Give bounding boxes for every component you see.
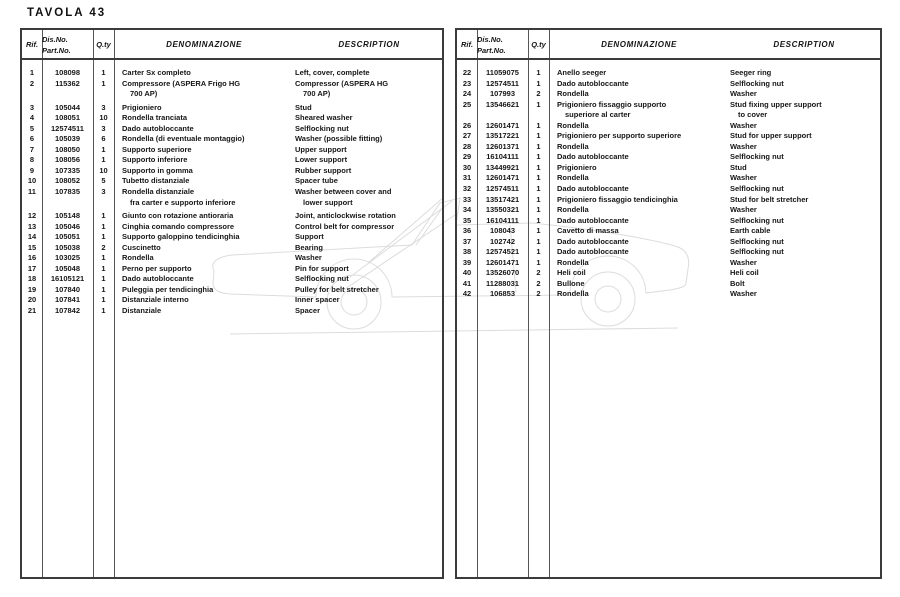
table-body — [22, 60, 442, 317]
cell-denominazione: Perno per supporto — [122, 263, 192, 273]
cell-description: Selflocking nut — [730, 236, 784, 246]
header-dis-part-no — [42, 34, 93, 55]
cell-description: 700 AP) — [303, 89, 331, 99]
table-row — [22, 253, 442, 264]
cell-denominazione: Carter Sx completo — [122, 68, 191, 77]
cell-denominazione: Anello seeger — [557, 68, 607, 77]
cell-rif: 35 — [462, 215, 472, 225]
cell-qty: 1 — [536, 226, 541, 236]
cell-rif: 14 — [27, 232, 37, 242]
cell-denominazione: Cinghia comando compressore — [122, 221, 235, 231]
cell-rif — [22, 89, 42, 100]
cell-part-no: 103025 — [54, 253, 81, 263]
cell-rif: 19 — [27, 284, 37, 294]
cell-description: Control belt for compressor — [295, 221, 395, 231]
cell-description: Selflocking nut — [295, 123, 349, 133]
cell-part-no — [42, 198, 93, 209]
cell-rif: 36 — [462, 226, 472, 236]
table-row — [457, 131, 880, 142]
header-dis-no: Dis.No. — [477, 35, 503, 44]
cell-denominazione: Bullone — [557, 278, 585, 288]
cell-part-no: 105048 — [54, 263, 81, 273]
cell-denominazione: Supporto in gomma — [122, 165, 193, 175]
table-row — [22, 211, 442, 222]
cell-part-no: 13517421 — [485, 194, 520, 204]
cell-part-no: 105038 — [54, 242, 81, 252]
cell-qty: 1 — [536, 131, 541, 141]
cell-qty: 1 — [536, 68, 541, 77]
cell-denominazione: Distanziale interno — [122, 295, 189, 305]
cell-part-no: 13546621 — [485, 99, 520, 109]
cell-part-no: 107842 — [54, 306, 81, 316]
cell-rif: 37 — [462, 236, 472, 246]
cell-qty: 1 — [536, 99, 541, 109]
table-row — [22, 274, 442, 285]
cell-denominazione: Rondella tranciata — [122, 113, 188, 123]
cell-part-no: 16104111 — [486, 215, 519, 225]
table-body — [457, 60, 880, 300]
cell-rif: 6 — [29, 134, 35, 144]
cell-rif: 30 — [462, 162, 472, 172]
cell-rif: 12 — [27, 211, 37, 221]
header-denominazione: DENOMINAZIONE — [601, 40, 677, 49]
cell-description: Stud — [295, 102, 312, 112]
cell-rif: 18 — [27, 274, 37, 284]
cell-description: Heli coil — [730, 268, 759, 278]
cell-qty: 3 — [101, 102, 106, 112]
cell-rif: 39 — [462, 257, 472, 267]
table-row — [22, 243, 442, 254]
cell-rif: 41 — [462, 278, 472, 288]
cell-description: Selflocking nut — [730, 184, 784, 194]
header-dis-no: Dis.No. — [42, 35, 68, 44]
cell-rif: 34 — [462, 205, 472, 215]
cell-description: Compressor (ASPERA HG — [295, 78, 389, 88]
cell-rif: 31 — [462, 173, 472, 183]
table-row — [22, 79, 442, 100]
table-row — [22, 68, 442, 79]
cell-qty: 1 — [536, 257, 541, 267]
cell-denominazione: superiore al carter — [565, 110, 631, 120]
cell-part-no: 16105121 — [50, 274, 85, 284]
cell-description: Selflocking nut — [295, 274, 349, 284]
cell-description: Washer — [730, 289, 757, 299]
cell-part-no: 107993 — [489, 89, 516, 99]
cell-description: Upper support — [295, 144, 347, 154]
cell-part-no: 12574511 — [51, 123, 84, 133]
cell-qty: 1 — [101, 253, 106, 263]
cell-part-no: 108098 — [54, 68, 81, 77]
cell-qty: 1 — [101, 274, 106, 284]
cell-denominazione: Cuscinetto — [122, 242, 161, 252]
cell-qty: 3 — [101, 187, 106, 197]
cell-description: Support — [295, 232, 324, 242]
cell-denominazione: Rondella — [557, 120, 589, 130]
cell-rif: 25 — [462, 99, 472, 109]
header-part-no: Part.No. — [477, 46, 506, 55]
header-denominazione: DENOMINAZIONE — [166, 40, 242, 49]
cell-qty: 1 — [101, 232, 106, 242]
cell-qty: 1 — [536, 205, 541, 215]
cell-denominazione: Rondella distanziale — [122, 187, 195, 197]
cell-description: Selflocking nut — [730, 247, 784, 257]
cell-denominazione: Rondella — [557, 289, 589, 299]
cell-part-no: 11059075 — [486, 68, 519, 77]
cell-description: Washer — [730, 205, 757, 215]
cell-denominazione: Heli coil — [557, 268, 586, 278]
cell-qty: 2 — [101, 242, 106, 252]
cell-qty: 3 — [101, 123, 106, 133]
cell-part-no — [477, 110, 528, 121]
cell-denominazione: Dado autobloccante — [557, 236, 629, 246]
cell-description: Stud — [730, 162, 747, 172]
cell-qty: 1 — [536, 184, 541, 194]
cell-denominazione: Rondella — [557, 173, 589, 183]
table-row — [457, 247, 880, 258]
parts-table-left — [20, 28, 444, 579]
table-row — [457, 226, 880, 237]
cell-description: Washer between cover and — [295, 187, 392, 197]
table-row — [457, 100, 880, 121]
table-row — [22, 176, 442, 187]
cell-rif: 15 — [27, 242, 37, 252]
cell-description: Spacer tube — [295, 176, 338, 186]
cell-rif: 32 — [462, 184, 472, 194]
cell-denominazione: Prigioniero fissaggio supporto — [557, 99, 667, 109]
cell-rif: 21 — [27, 306, 37, 316]
cell-rif: 3 — [29, 102, 35, 112]
cell-rif: 7 — [29, 144, 35, 154]
cell-description: Lower support — [295, 155, 348, 165]
table-row — [457, 184, 880, 195]
parts-table-right — [455, 28, 882, 579]
cell-qty: 1 — [101, 78, 106, 88]
cell-part-no: 13526070 — [485, 268, 520, 278]
cell-qty: 1 — [536, 78, 541, 88]
table-row — [22, 113, 442, 124]
table-row — [22, 285, 442, 296]
cell-part-no: 12574521 — [485, 247, 520, 257]
cell-denominazione: Dado autobloccante — [557, 184, 629, 194]
table-row — [22, 103, 442, 114]
table-row — [22, 295, 442, 306]
header-qty: Q.ty — [531, 40, 546, 49]
cell-denominazione: Prigioniero — [557, 162, 597, 172]
cell-description: Spacer — [295, 306, 321, 316]
cell-denominazione: Distanziale — [122, 306, 162, 316]
cell-description: Pulley for belt stretcher — [295, 284, 379, 294]
cell-description: Selflocking nut — [730, 215, 784, 225]
cell-description: Bearing — [295, 242, 323, 252]
cell-qty: 1 — [536, 215, 541, 225]
cell-rif: 11 — [28, 187, 36, 197]
table-row — [457, 279, 880, 290]
cell-denominazione: Prigioniero fissaggio tendicinghia — [557, 194, 678, 204]
cell-part-no: 13449921 — [485, 162, 520, 172]
table-row — [22, 145, 442, 156]
cell-denominazione: Supporto inferiore — [122, 155, 188, 165]
cell-part-no: 106853 — [489, 289, 516, 299]
cell-qty: 5 — [101, 176, 106, 186]
cell-part-no: 108043 — [489, 226, 516, 236]
cell-part-no: 105051 — [54, 232, 81, 242]
cell-description: Inner spacer — [295, 295, 340, 305]
cell-denominazione: Compressore (ASPERA Frigo HG — [122, 78, 241, 88]
cell-rif: 10 — [27, 176, 37, 186]
cell-rif: 13 — [27, 221, 37, 231]
cell-denominazione: Giunto con rotazione antioraria — [122, 211, 234, 221]
cell-part-no: 102742 — [489, 236, 516, 246]
cell-rif: 17 — [27, 263, 37, 273]
cell-rif: 33 — [462, 194, 472, 204]
table-header — [457, 30, 880, 60]
cell-rif: 24 — [462, 89, 472, 99]
cell-part-no: 12574511 — [486, 184, 519, 194]
cell-rif — [457, 110, 477, 121]
cell-qty: 1 — [101, 144, 106, 154]
cell-denominazione: fra carter e supporto inferiore — [130, 197, 236, 207]
cell-rif: 42 — [462, 289, 472, 299]
table-row — [457, 289, 880, 300]
table-row — [457, 237, 880, 248]
table-header — [22, 30, 442, 60]
cell-part-no: 107835 — [54, 187, 81, 197]
cell-qty: 1 — [101, 284, 106, 294]
cell-qty: 2 — [536, 278, 541, 288]
cell-description: Washer — [730, 89, 757, 99]
table-row — [22, 166, 442, 177]
cell-rif: 8 — [29, 155, 35, 165]
header-description: DESCRIPTION — [338, 40, 400, 49]
cell-rif: 4 — [29, 113, 35, 123]
cell-denominazione: Dado autobloccante — [122, 274, 194, 284]
cell-rif: 20 — [27, 295, 37, 305]
cell-description: Pin for support — [295, 263, 349, 273]
table-row — [22, 232, 442, 243]
cell-denominazione: Dado autobloccante — [557, 247, 629, 257]
cell-qty: 1 — [101, 155, 106, 165]
table-row — [22, 306, 442, 317]
cell-description: Selflocking nut — [730, 152, 784, 162]
cell-rif: 22 — [462, 68, 472, 77]
cell-description: Left, cover, complete — [295, 68, 370, 77]
cell-rif: 1 — [29, 68, 35, 77]
cell-denominazione: Rondella — [557, 257, 589, 267]
cell-part-no: 12601371 — [485, 141, 520, 151]
cell-description: Washer — [295, 253, 322, 263]
cell-qty: 1 — [536, 236, 541, 246]
cell-rif: 16 — [27, 253, 37, 263]
table-row — [457, 195, 880, 206]
cell-qty: 1 — [101, 263, 106, 273]
cell-denominazione: Puleggia per tendicinghia — [122, 284, 214, 294]
header-dis-part-no — [477, 34, 528, 55]
cell-part-no: 13517221 — [485, 131, 520, 141]
cell-qty: 2 — [536, 289, 541, 299]
cell-qty: 1 — [536, 162, 541, 172]
table-row — [22, 222, 442, 233]
cell-denominazione: Tubetto distanziale — [122, 176, 190, 186]
cell-qty: 1 — [536, 152, 541, 162]
table-row — [457, 163, 880, 174]
cell-denominazione: Rondella — [557, 205, 589, 215]
page-title: TAVOLA 43 — [27, 7, 107, 19]
cell-qty — [93, 89, 114, 100]
cell-denominazione: Rondella — [557, 141, 589, 151]
cell-qty: 1 — [101, 68, 106, 77]
cell-qty: 1 — [536, 173, 541, 183]
table-row — [22, 134, 442, 145]
cell-qty: 10 — [99, 165, 108, 175]
cell-qty: 1 — [101, 295, 106, 305]
table-row — [457, 121, 880, 132]
cell-description: Sheared washer — [295, 113, 353, 123]
cell-rif: 23 — [462, 78, 472, 88]
cell-qty: 6 — [101, 134, 106, 144]
cell-part-no: 115362 — [55, 78, 80, 88]
cell-denominazione: Rondella (di eventuale montaggio) — [122, 134, 245, 144]
cell-qty: 1 — [101, 306, 106, 316]
cell-rif — [22, 198, 42, 209]
cell-description: Selflocking nut — [730, 78, 784, 88]
cell-qty: 2 — [536, 89, 541, 99]
cell-part-no: 108052 — [54, 176, 81, 186]
cell-qty: 2 — [536, 268, 541, 278]
cell-qty: 1 — [536, 120, 541, 130]
header-part-no: Part.No. — [42, 46, 71, 55]
header-rif: Rif. — [25, 40, 39, 49]
cell-description: Rubber support — [295, 165, 352, 175]
cell-denominazione: Supporto superiore — [122, 144, 192, 154]
cell-part-no: 105046 — [54, 221, 81, 231]
cell-denominazione: Cavetto di massa — [557, 226, 619, 236]
cell-description: Washer — [730, 141, 757, 151]
cell-description: Stud fixing upper support — [730, 99, 822, 109]
table-row — [457, 173, 880, 184]
cell-rif: 40 — [462, 268, 472, 278]
table-row — [457, 152, 880, 163]
cell-denominazione: Dado autobloccante — [122, 123, 194, 133]
table-row — [457, 216, 880, 227]
cell-denominazione: Dado autobloccante — [557, 215, 629, 225]
table-row — [22, 124, 442, 135]
cell-denominazione: 700 AP) — [130, 89, 158, 99]
cell-part-no: 107840 — [54, 284, 81, 294]
cell-rif: 38 — [462, 247, 472, 257]
cell-qty — [528, 110, 549, 121]
cell-part-no: 12574511 — [486, 78, 519, 88]
header-description: DESCRIPTION — [773, 40, 835, 49]
cell-description: Stud for belt stretcher — [730, 194, 809, 204]
table-row — [457, 142, 880, 153]
cell-part-no — [42, 89, 93, 100]
cell-part-no: 12601471 — [485, 120, 520, 130]
cell-part-no: 11288031 — [486, 278, 519, 288]
cell-denominazione: Rondella — [122, 253, 154, 263]
cell-rif: 9 — [29, 165, 35, 175]
table-row — [22, 155, 442, 166]
cell-rif: 27 — [462, 131, 472, 141]
cell-description: Washer — [730, 173, 757, 183]
header-rif: Rif. — [460, 40, 474, 49]
cell-part-no: 108056 — [54, 155, 81, 165]
cell-description: Stud for upper support — [730, 131, 812, 141]
cell-denominazione: Prigioniero — [122, 102, 162, 112]
table-row — [457, 68, 880, 79]
cell-description: to cover — [738, 110, 768, 120]
header-qty: Q.ty — [96, 40, 111, 49]
cell-qty: 1 — [536, 247, 541, 257]
cell-part-no: 105148 — [54, 211, 81, 221]
table-row — [22, 187, 442, 208]
cell-qty: 1 — [536, 141, 541, 151]
cell-denominazione: Dado autobloccante — [557, 78, 629, 88]
cell-description: Earth cable — [730, 226, 771, 236]
table-row — [457, 205, 880, 216]
cell-rif: 26 — [462, 120, 472, 130]
cell-part-no: 105039 — [54, 134, 81, 144]
cell-denominazione: Dado autobloccante — [557, 152, 629, 162]
cell-part-no: 16104111 — [486, 152, 519, 162]
table-row — [22, 264, 442, 275]
cell-rif: 29 — [462, 152, 472, 162]
cell-part-no: 107841 — [54, 295, 81, 305]
cell-description: Joint, anticlockwise rotation — [295, 211, 396, 221]
cell-denominazione: Prigioniero per supporto superiore — [557, 131, 682, 141]
cell-rif: 5 — [29, 123, 35, 133]
table-row — [457, 258, 880, 269]
cell-description: Washer — [730, 257, 757, 267]
cell-description: Bolt — [730, 278, 745, 288]
cell-part-no: 105044 — [54, 102, 81, 112]
cell-part-no: 108051 — [54, 113, 81, 123]
table-row — [457, 268, 880, 279]
cell-part-no: 108050 — [54, 144, 81, 154]
cell-qty: 1 — [101, 221, 106, 231]
cell-part-no: 12601471 — [485, 257, 520, 267]
cell-qty — [93, 198, 114, 209]
table-row — [457, 79, 880, 90]
cell-denominazione: Supporto galoppino tendicinghia — [122, 232, 240, 242]
cell-rif: 2 — [29, 78, 35, 88]
cell-qty: 1 — [536, 194, 541, 204]
cell-qty: 1 — [101, 211, 106, 221]
cell-part-no: 12601471 — [485, 173, 520, 183]
table-row — [457, 89, 880, 100]
cell-part-no: 107335 — [54, 165, 81, 175]
cell-description: Washer (possible fitting) — [295, 134, 383, 144]
cell-qty: 10 — [99, 113, 108, 123]
cell-description: Washer — [730, 120, 757, 130]
cell-rif: 28 — [462, 141, 472, 151]
cell-denominazione: Rondella — [557, 89, 589, 99]
cell-description: lower support — [303, 197, 353, 207]
cell-part-no: 13550321 — [485, 205, 520, 215]
cell-description: Seeger ring — [730, 68, 772, 77]
